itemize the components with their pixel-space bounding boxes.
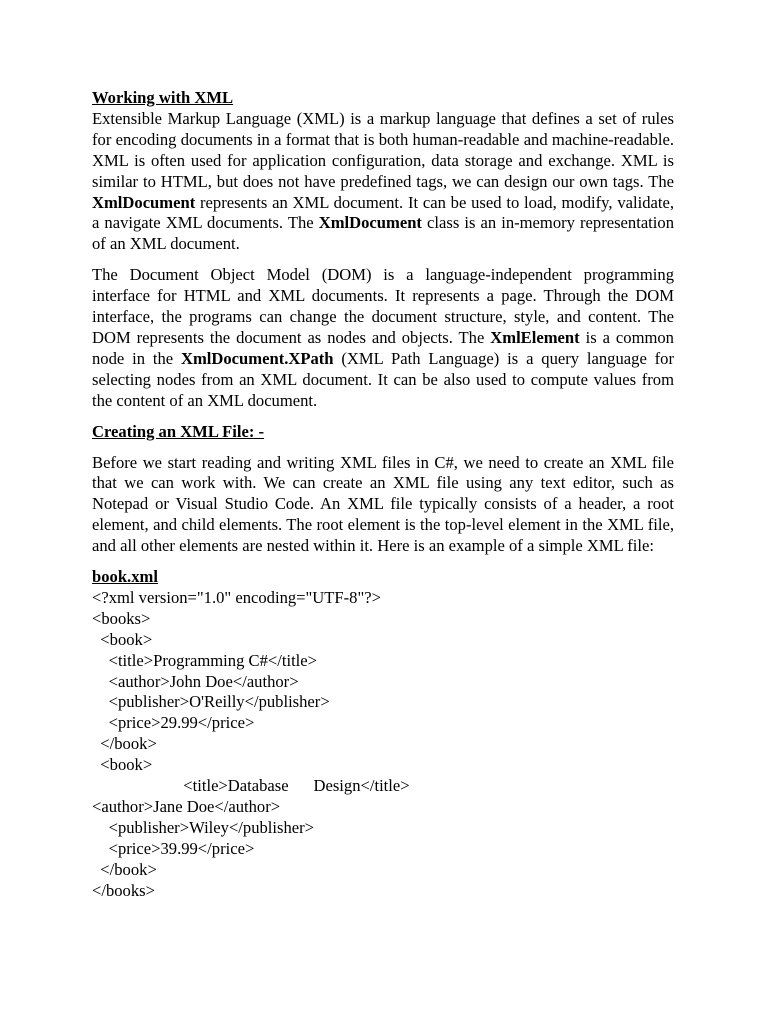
code-line: <publisher>Wiley</publisher>: [92, 817, 315, 837]
bold-term-xmldocument: XmlDocument: [318, 213, 422, 233]
paragraph-xml-intro: [92, 109, 674, 255]
code-line: <author>Jane Doe</author>: [92, 797, 281, 816]
code-line: <title>Database Design</title>: [92, 776, 410, 796]
code-line: <?xml version="1.0" encoding="UTF-8"?>: [92, 587, 381, 607]
code-line: </books>: [92, 880, 155, 900]
paragraph-text: (XML Path Language) is a query language for selecting nodes from an XML document. It can be also used to compute values from the content of an XML document.: [92, 348, 674, 410]
paragraph-text: class is an in-memory representation of an XML document.: [92, 213, 674, 254]
code-line: <author>John Doe</author>: [92, 671, 299, 691]
paragraph-text: Extensible Markup Language (XML) is a markup language that defines a set of rules for encoding documents in a format that is both human-readable and machine-readable. XML is often used for application configuration, data storage and exchange. XML is similar to HTML, but does not have predefined tags, we can design our own tags. The: [92, 108, 674, 191]
paragraph-dom: [92, 265, 674, 411]
bold-term-xmldocument: XmlDocument: [92, 192, 196, 212]
code-line: <price>39.99</price>: [92, 838, 255, 858]
section-heading-creating-xml-file: Creating an XML File: -: [92, 421, 265, 441]
code-line: <book>: [92, 629, 153, 649]
code-line: <books>: [92, 608, 151, 628]
paragraph-text: is a common node in the: [92, 327, 674, 368]
code-line: <publisher>O'Reilly</publisher>: [92, 692, 330, 712]
code-line: <book>: [92, 755, 153, 775]
paragraph-text: represents an XML document. It can be used to load, modify, validate, a navigate XML documents. The: [92, 192, 674, 233]
code-line: <price>29.99</price>: [92, 713, 255, 733]
xml-code-block: [92, 588, 674, 902]
code-line: </book>: [92, 734, 157, 754]
section-heading-working-with-xml: Working with XML: [92, 88, 234, 107]
code-line: <title>Programming C#</title>: [92, 650, 318, 670]
bold-term-xmlelement: XmlElement: [490, 327, 580, 347]
file-label-book-xml: book.xml: [92, 567, 158, 587]
paragraph-text: The Document Object Model (DOM) is a language-independent programming interface for HTML and XML documents. It represents a page. Through the DOM interface, the programs can change the document structure, style, and content. The DOM represents the document as nodes and objects. The: [92, 265, 674, 347]
bold-term-xmldocument-xpath: XmlDocument.XPath: [180, 348, 334, 368]
paragraph-creating-xml: Before we start reading and writing XML files in C#, we need to create an XML file that we can work with. We can create an XML file using any text editor, such as Notepad or Visual Studio Code. An XML file typically consists of a header, a root element, and child elements. The root element is the top-level element in the XML file, and all other elements are nested within it. Here is an example of a simple XML file:: [92, 452, 674, 556]
document-content: [92, 88, 674, 902]
code-line: </book>: [92, 859, 157, 879]
